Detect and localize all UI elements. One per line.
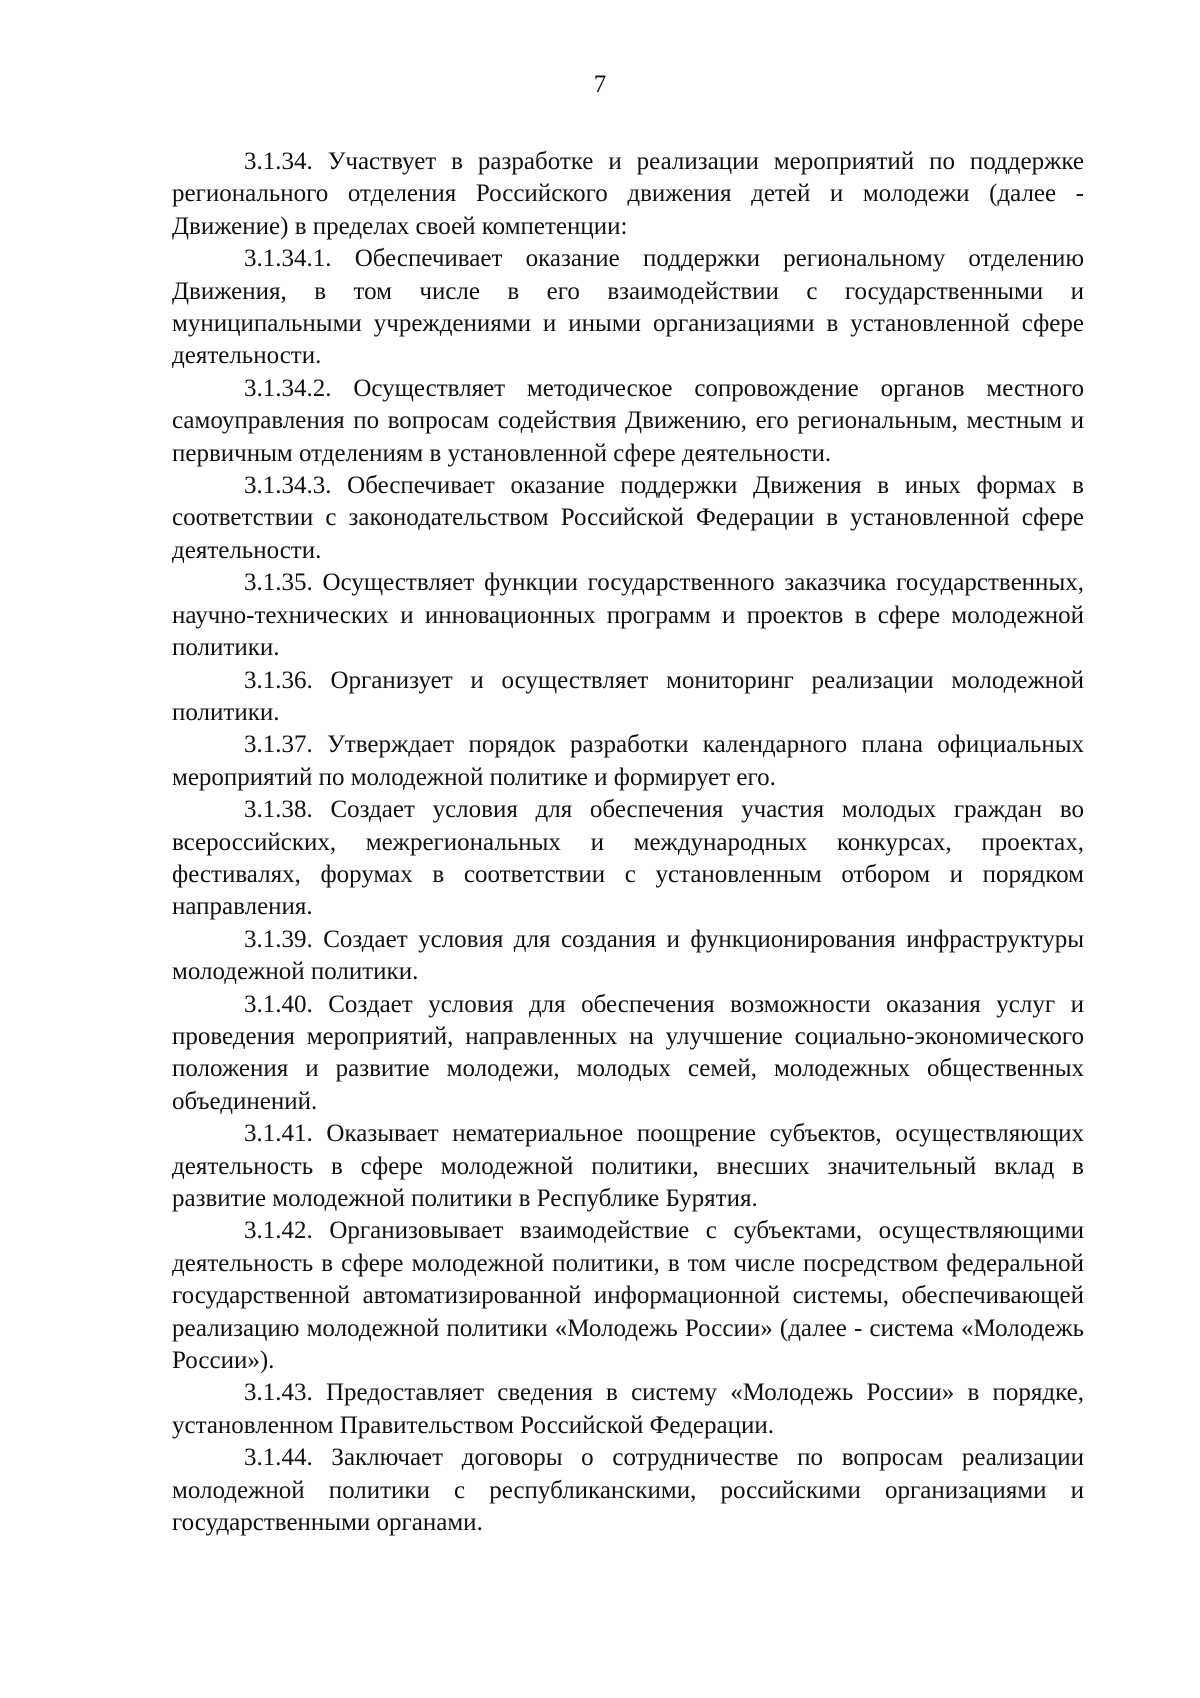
page-number: 7 [593,71,607,98]
paragraph-3-1-36: 3.1.36. Организует и осуществляет мониторинг реализации молодежной политики. [172,666,1084,726]
paragraph-3-1-39: 3.1.39. Создает условия для создания и функционирования инфраструктуры молодежной политики. [172,925,1084,986]
paragraph-3-1-34-3: 3.1.34.3. Обеспечивает оказание поддержки Движения в иных формах в соответствии с законодательством Российской Федерации в установленной сфере деятельности. [172,472,1084,564]
paragraph-3-1-38: 3.1.38. Создает условия для обеспечения участия молодых граждан во всероссийских, межрегиональных и международных конкурсах, проектах, фестивалях, форумах в соответствии с установленным отбором и порядком направления. [172,796,1084,921]
paragraph-3-1-40: 3.1.40. Создает условия для обеспечения возможности оказания услуг и проведения мероприятий, направленных на улучшение социально-экономического положения и развитие молодежи, молодых семей, молодежных общественных объединений. [172,990,1084,1115]
paragraph-3-1-34-2: 3.1.34.2. Осуществляет методическое сопровождение органов местного самоуправления по вопросам содействия Движению, его региональным, местным и первичным отделениям в установленной сфере деятельности. [172,374,1084,467]
paragraph-3-1-34: 3.1.34. Участвует в разработке и реализации мероприятий по поддержке регионального отделения Российского движения детей и молодежи (далее - Движение) в пределах своей компетенции: [172,148,1084,240]
paragraph-3-1-44: 3.1.44. Заключает договоры о сотрудничестве по вопросам реализации молодежной политики с республиканскими, российскими организациями и государственными органами. [172,1444,1084,1537]
paragraph-3-1-43: 3.1.43. Предоставляет сведения в систему «Молодежь России» в порядке, установленном Правительством Российской Федерации. [172,1379,1084,1439]
paragraph-3-1-34-1: 3.1.34.1. Обеспечивает оказание поддержки региональному отделению Движения, в том числе в его взаимодействии с государственными и муниципальными учреждениями и иными организациями в установленной сфере деятельности. [172,245,1084,370]
paragraph-3-1-37: 3.1.37. Утверждает порядок разработки календарного плана официальных мероприятий по молодежной политике и формирует его. [172,731,1084,791]
document-body [172,146,1084,1539]
paragraph-3-1-41: 3.1.41. Оказывает нематериальное поощрение субъектов, осуществляющих деятельность в сфере молодежной политики, внесших значительный вклад в развитие молодежной политики в Республике Бурятия. [172,1120,1084,1212]
paragraph-3-1-35: 3.1.35. Осуществляет функции государственного заказчика государственных, научно-технических и инновационных программ и проектов в сфере молодежной политики. [172,569,1084,662]
paragraph-3-1-42: 3.1.42. Организовывает взаимодействие с субъектами, осуществляющими деятельность в сфере молодежной политики, в том числе посредством федеральной государственной автоматизированной информационной системы, обеспечивающей реализацию молодежной политики «Молодежь России» (далее - система «Молодежь России»). [172,1217,1084,1375]
